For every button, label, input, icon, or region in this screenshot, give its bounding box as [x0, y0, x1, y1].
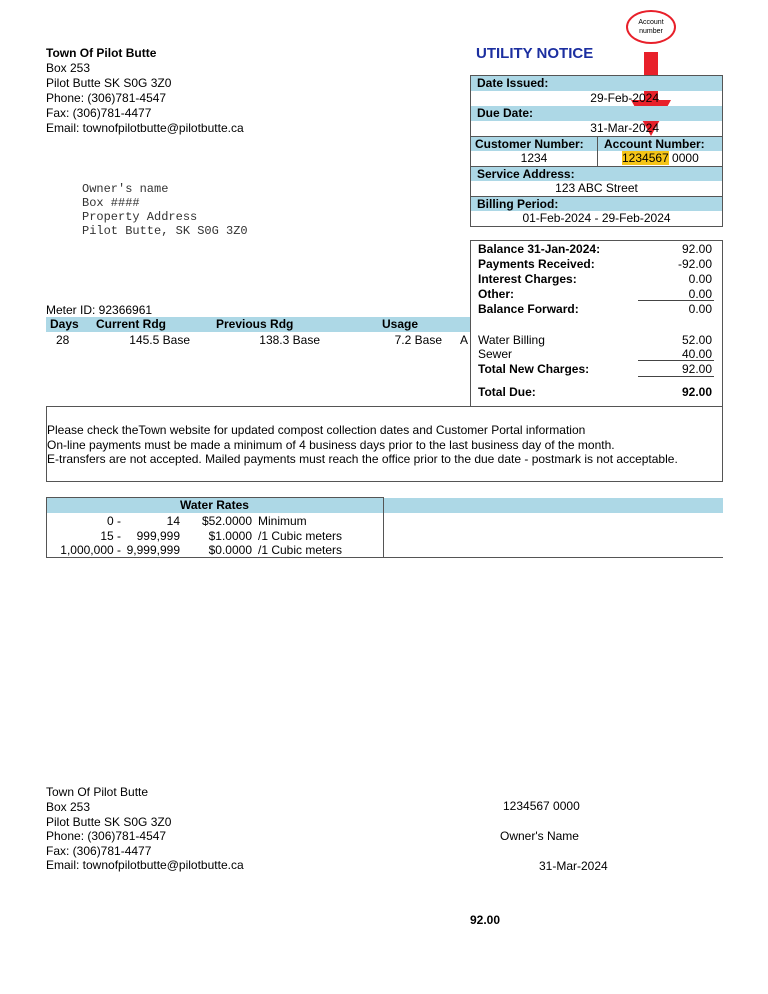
service-address-label: Service Address: [471, 166, 722, 181]
total-new-label: Total New Charges: [478, 362, 590, 376]
rate-to: 9,999,999 [126, 543, 180, 557]
annotation-text: number [639, 28, 663, 35]
payments-label: Payments Received: [478, 257, 595, 271]
stub-sender-name: Town Of Pilot Butte [46, 785, 149, 799]
meter-header-previous: Previous Rdg [216, 317, 294, 331]
due-date: 31-Mar-2024 [590, 121, 659, 135]
account-number-annotation [626, 10, 676, 44]
rate-from: 1,000,000 - [60, 543, 121, 557]
stub-sender-line: Pilot Butte SK S0G 3Z0 [46, 815, 172, 829]
stub-owner: Owner's Name [500, 829, 579, 843]
rate-to: 14 [166, 514, 180, 528]
stub-amount: 92.00 [470, 913, 501, 927]
meter-code: A [460, 333, 469, 347]
balance-value: 92.00 [681, 242, 712, 256]
rate-price: $0.0000 [208, 543, 252, 557]
sender-line: Pilot Butte SK S0G 3Z0 [46, 76, 172, 90]
sender-name: Town Of Pilot Butte [46, 46, 157, 60]
meter-previous: 138.3 Base [259, 333, 320, 347]
message-line: Please check theTown website for updated compost collection dates and Customer Portal information [47, 423, 586, 437]
divider [638, 376, 714, 377]
rate-unit: Minimum [258, 514, 307, 528]
notice-title: UTILITY NOTICE [476, 45, 594, 62]
meter-header [46, 317, 470, 332]
meter-id: Meter ID: 92366961 [46, 303, 153, 317]
rate-from: 0 - [106, 514, 121, 528]
water-billing-value: 52.00 [681, 333, 712, 347]
date-issued: 29-Feb-2024 [590, 91, 659, 105]
total-due-value: 92.00 [681, 385, 712, 399]
interest-label: Interest Charges: [478, 272, 577, 286]
interest-value: 0.00 [688, 272, 712, 286]
rates-bottom-line [384, 557, 723, 558]
info-box [470, 75, 723, 227]
stub-sender-line: Fax: (306)781-4477 [46, 844, 152, 858]
sender-email: Email: townofpilotbutte@pilotbutte.ca [46, 121, 244, 135]
stub-sender-line: Box 253 [46, 800, 91, 814]
stub-due-date: 31-Mar-2024 [539, 859, 608, 873]
meter-usage: 7.2 Base [394, 333, 442, 347]
rates-title: Water Rates [180, 498, 249, 512]
rate-to: 999,999 [136, 529, 180, 543]
annotation-text: Account [638, 19, 664, 26]
service-address: 123 ABC Street [555, 181, 638, 195]
stub-account: 1234567 0000 [503, 799, 580, 813]
stub-sender-line: Phone: (306)781-4547 [46, 829, 167, 843]
recipient-line: Property Address [82, 210, 198, 224]
divider [638, 360, 714, 361]
balance-label: Balance 31-Jan-2024: [478, 242, 601, 256]
messages-box [46, 406, 723, 482]
rate-unit: /1 Cubic meters [258, 529, 343, 543]
balance-forward-value: 0.00 [688, 302, 712, 316]
customer-number-label: Customer Number: [471, 136, 598, 151]
recipient-line: Box #### [82, 196, 140, 210]
sender-line: Phone: (306)781-4547 [46, 91, 167, 105]
message-line: On-line payments must be made a minimum of 4 business days prior to the last business day of the month. [47, 438, 615, 452]
sender-line: Fax: (306)781-4477 [46, 106, 152, 120]
sewer-label: Sewer [478, 347, 513, 361]
date-issued-label: Date Issued: [471, 76, 722, 91]
account-number [622, 151, 699, 166]
rate-price: $52.0000 [201, 514, 252, 528]
sender-line: Box 253 [46, 61, 91, 75]
meter-header-current: Current Rdg [96, 317, 166, 331]
account-number-label: Account Number: [598, 136, 722, 151]
total-due-label: Total Due: [478, 385, 536, 399]
billing-period: 01-Feb-2024 - 29-Feb-2024 [522, 211, 671, 225]
payments-value: -92.00 [677, 257, 712, 271]
rate-from: 15 - [100, 529, 121, 543]
meter-header-usage: Usage [382, 317, 419, 331]
recipient-line: Pilot Butte, SK S0G 3Z0 [82, 224, 248, 238]
billing-period-label: Billing Period: [471, 196, 722, 211]
balance-forward-label: Balance Forward: [478, 302, 579, 316]
account-number-main: 1234567 [622, 151, 669, 165]
due-date-label: Due Date: [471, 106, 722, 121]
account-number-suffix: 0000 [668, 151, 699, 165]
message-line: E-transfers are not accepted. Mailed payments must reach the office prior to the due date - postmark is not acceptable. [47, 452, 678, 466]
divider [638, 300, 714, 301]
recipient-line: Owner's name [82, 182, 169, 196]
rate-price: $1.0000 [208, 529, 252, 543]
other-value: 0.00 [688, 287, 712, 301]
sewer-value: 40.00 [681, 347, 712, 361]
stub-sender-email: Email: townofpilotbutte@pilotbutte.ca [46, 858, 244, 872]
customer-number: 1234 [471, 151, 598, 166]
meter-current: 145.5 Base [129, 333, 190, 347]
total-new-value: 92.00 [681, 362, 712, 376]
other-label: Other: [478, 287, 514, 301]
rate-unit: /1 Cubic meters [258, 543, 343, 557]
meter-header-days: Days [50, 317, 79, 331]
water-billing-label: Water Billing [478, 333, 545, 347]
meter-days: 28 [56, 333, 70, 347]
